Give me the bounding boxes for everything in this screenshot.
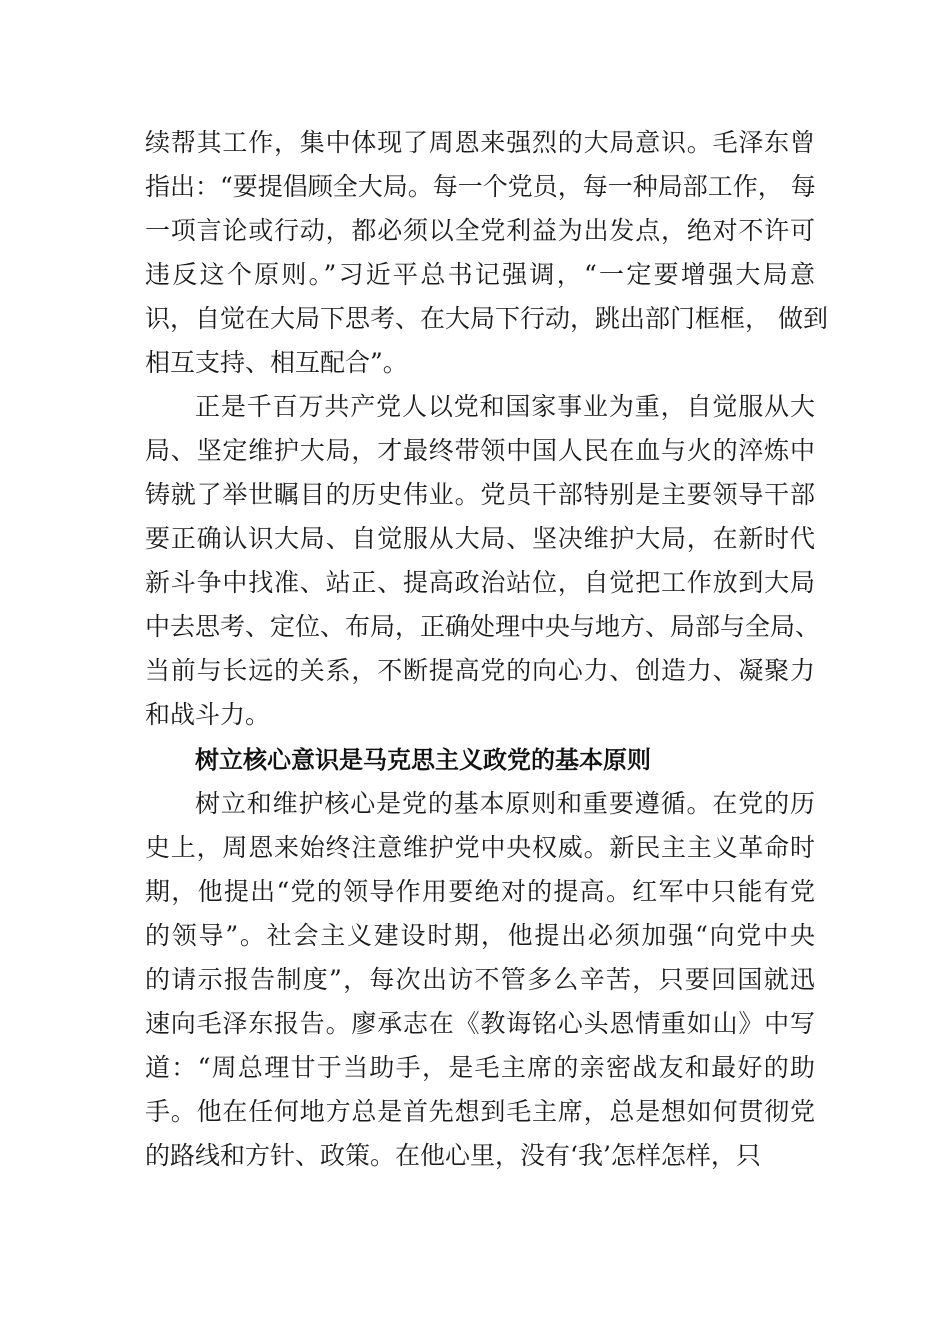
text-line: 一项言论或行动，都必须以全党利益为出发点，绝对不许可	[145, 216, 815, 245]
text-line: 要正确认识大局、自觉服从大局、坚决维护大局，在新时代	[145, 524, 815, 553]
text-line: 中去思考、定位、布局，正确处理中央与地方、局部与全局、	[145, 612, 821, 641]
section-heading: 树立核心意识是马克思主义政党的基本原则	[195, 746, 651, 774]
text-line: 铸就了举世瞩目的历史伟业。党员干部特别是主要领导干部	[145, 480, 815, 509]
text-line: 的请示报告制度”，每次出访不管多么辛苦，只要回国就迅	[145, 965, 815, 994]
text-line: 识，自觉在大局下思考、在大局下行动，跳出部门框框， 做到	[145, 304, 828, 333]
text-line: 的路线和方针、政策。在他心里，没有‘我’怎样怎样，只	[145, 1141, 761, 1170]
text-line: 指出：“要提倡顾全大局。每一个党员，每一种局部工作， 每	[145, 172, 816, 201]
text-line: 期，他提出“党的领导作用要绝对的提高。红军中只能有党	[145, 877, 815, 906]
text-line: 正是千百万共产党人以党和国家事业为重，自觉服从大	[195, 392, 815, 421]
text-line: 道：“周总理甘于当助手，是毛主席的亲密战友和最好的助	[145, 1053, 815, 1082]
text-line: 违反这个原则。”习近平总书记强调，“一定要增强大局意	[145, 260, 815, 289]
text-line: 相互支持、相互配合”。	[145, 348, 408, 377]
text-line: 的领导”。社会主义建设时期，他提出必须加强“向党中央	[145, 921, 815, 950]
text-line: 新斗争中找准、站正、提高政治站位，自觉把工作放到大局	[145, 568, 815, 597]
text-line: 局、坚定维护大局，才最终带领中国人民在血与火的淬炼中	[145, 436, 815, 465]
text-line: 手。他在任何地方总是首先想到毛主席，总是想如何贯彻党	[145, 1097, 815, 1126]
text-line: 续帮其工作，集中体现了周恩来强烈的大局意识。毛泽东曾	[145, 128, 815, 157]
text-line: 和战斗力。	[145, 700, 271, 729]
text-line: 当前与长远的关系，不断提高党的向心力、创造力、凝聚力	[145, 656, 815, 685]
text-line: 速向毛泽东报告。廖承志在《教诲铭心头恩情重如山》中写	[145, 1009, 815, 1038]
text-line: 树立和维护核心是党的基本原则和重要遵循。在党的历	[195, 789, 815, 818]
text-line: 史上，周恩来始终注意维护党中央权威。新民主主义革命时	[145, 833, 815, 862]
